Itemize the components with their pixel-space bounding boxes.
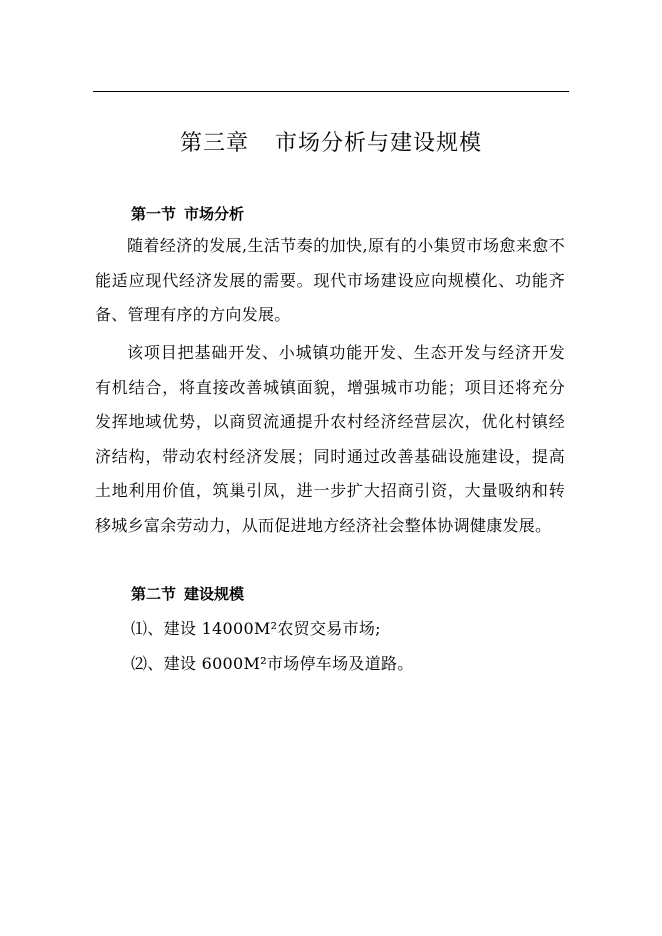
paragraph-market-2: 该项目把基础开发、小城镇功能开发、生态开发与经济开发有机结合，将直接改善城镇面貌，增强城市功能；项目还将充分发挥地域优势，以商贸流通提升农村经济经营层次，优化村镇经济结构，带动农村经济发展；同时通过改善基础设施建设，提高土地利用价值，筑巢引凤，进一步扩大招商引资，大量吸纳和转移城乡富余劳动力，从而促进地方经济社会整体协调健康发展。 xyxy=(95,343,565,535)
section-heading-market-analysis xyxy=(131,202,244,226)
section-title: 建设规模 xyxy=(184,585,245,603)
section-title: 市场分析 xyxy=(184,205,245,223)
section-number: 第二节 xyxy=(131,585,177,603)
header-rule xyxy=(93,91,569,92)
section-number: 第一节 xyxy=(131,205,177,223)
chapter-title xyxy=(0,128,662,160)
paragraph-market-1: 随着经济的发展,生活节奏的加快,原有的小集贸市场愈来愈不能适应现代经济发展的需要。现代市场建设应向规模化、功能齐备、管理有序的方向发展。 xyxy=(95,236,565,324)
section-heading-construction-scale xyxy=(131,582,244,606)
list-item-market-area: ⑴、建设 14000M²农贸交易市场; xyxy=(131,619,381,638)
chapter-title-text: 市场分析与建设规模 xyxy=(275,131,483,156)
chapter-number: 第三章 xyxy=(179,131,249,156)
list-item-parking-area: ⑵、建设 6000M²市场停车场及道路。 xyxy=(131,654,414,673)
